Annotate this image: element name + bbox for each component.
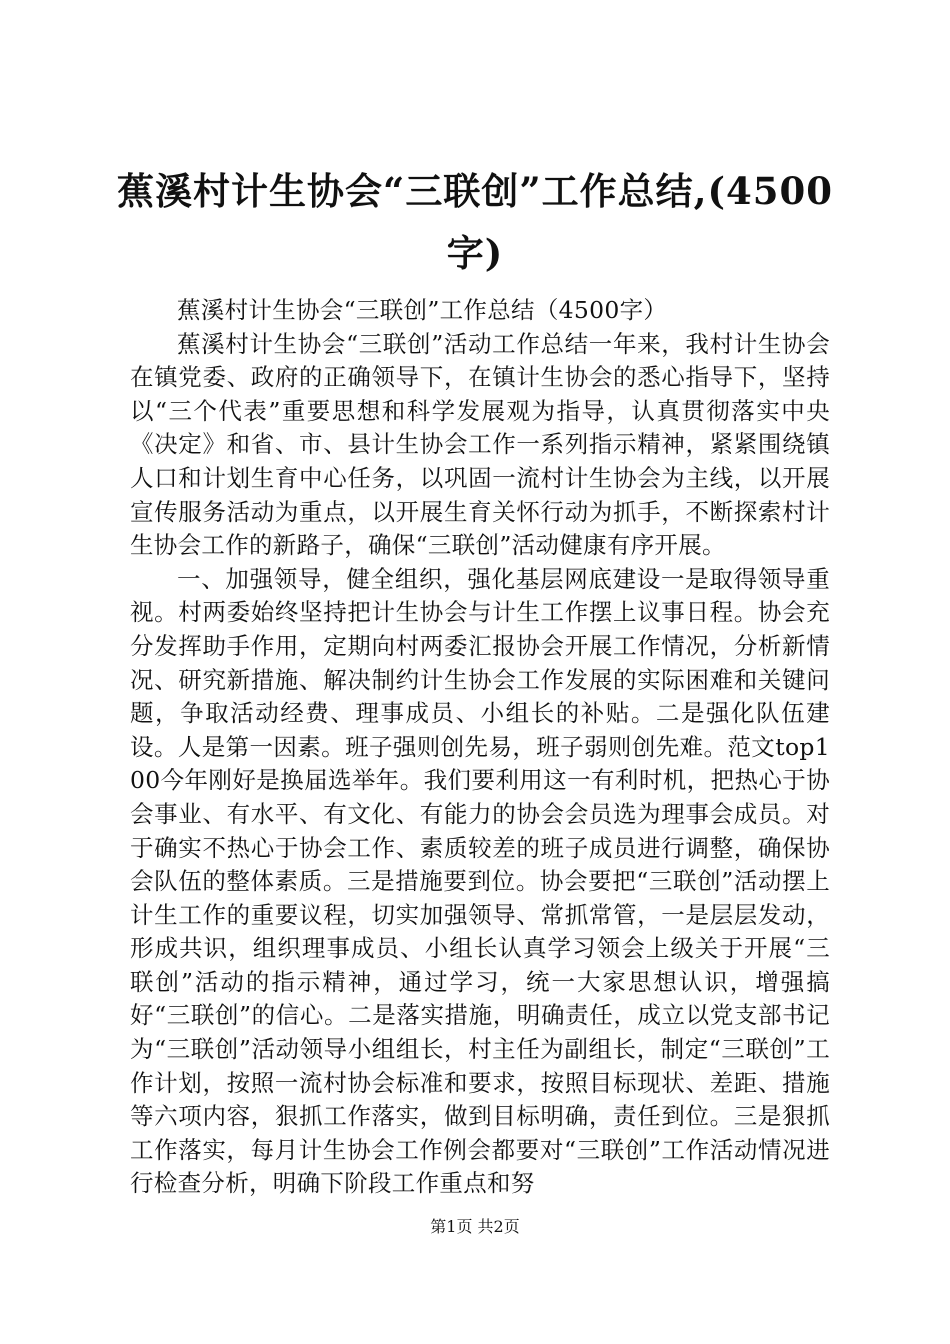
- paragraph-section-one: 一、加强领导，健全组织，强化基层网底建设一是取得领导重视。村两委始终坚持把计生协会与计生工作摆上议事日程。协会充分发挥助手作用，定期向村两委汇报协会开展工作情况，分析新情况、研究新措施、解决制约计生协会工作发展的实际困难和关键问题，争取活动经费、理事成员、小组长的补贴。二是强化队伍建设。人是第一因素。班子强则创先易，班子弱则创先难。范文top100今年刚好是换届选举年。我们要利用这一有利时机，把热心于协会事业、有水平、有文化、有能力的协会会员选为理事会成员。对于确实不热心于协会工作、素质较差的班子成员进行调整，确保协会队伍的整体素质。三是措施要到位。协会要把“三联创”活动摆上计生工作的重要议程，切实加强领导、常抓常管，一是层层发动，形成共识，组织理事成员、小组长认真学习领会上级关于开展“三联创”活动的指示精神，通过学习，统一大家思想认识，增强搞好“三联创”的信心。二是落实措施，明确责任，成立以党支部书记为“三联创”活动领导小组组长，村主任为副组长，制定“三联创”工作计划，按照一流村协会标准和要求，按照目标现状、差距、措施等六项内容，狠抓工作落实，做到目标明确，责任到位。三是狠抓工作落实，每月计生协会工作例会都要对“三联创”工作活动情况进行检查分析，明确下阶段工作重点和努: [130, 564, 830, 1198]
- paragraph-subtitle: 蕉溪村计生协会“三联创”工作总结（4500字）: [177, 296, 668, 324]
- paragraph-intro: 蕉溪村计生协会“三联创”活动工作总结一年来，我村计生协会在镇党委、政府的正确领导下，在镇计生协会的悉心指导下，坚持以“三个代表”重要思想和科学发展观为指导，认真贯彻落实中央《决定》和省、市、县计生协会工作一系列指示精神，紧紧围绕镇人口和计划生育中心任务，以巩固一流村计生协会为主线，以开展宣传服务活动为重点，以开展生育关怀行动为抓手，不断探索村计生协会工作的新路子，确保“三联创”活动健康有序开展。: [130, 329, 830, 560]
- document-body: [130, 294, 830, 1201]
- page-number-footer: 第1页 共2页: [430, 1217, 520, 1236]
- document-title: 蕉溪村计生协会“三联创”工作总结,(4500字): [117, 169, 833, 275]
